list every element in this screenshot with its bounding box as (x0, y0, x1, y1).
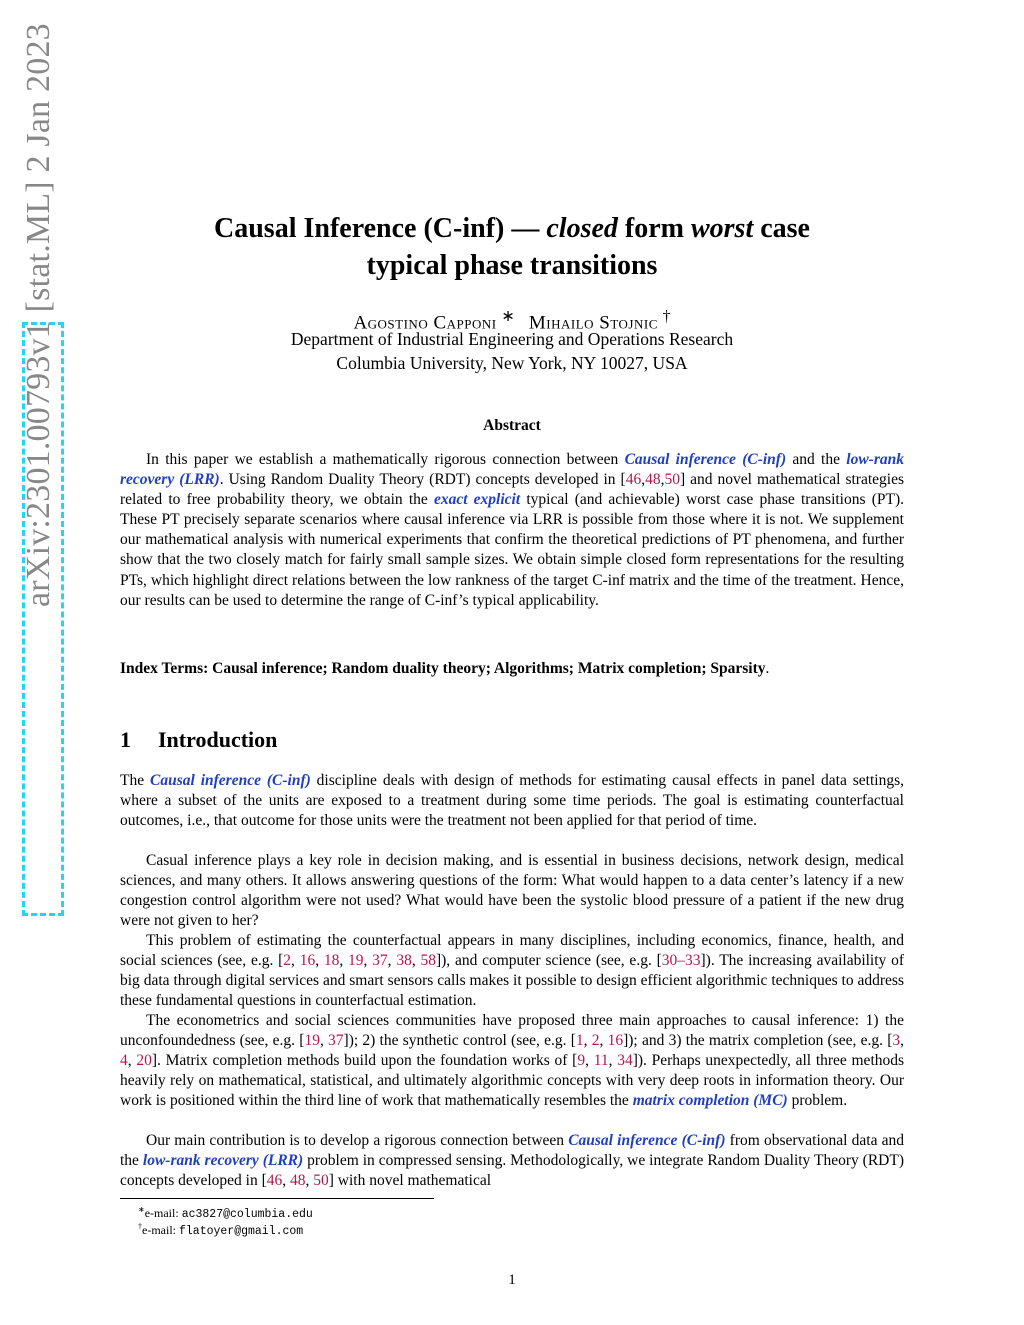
intro-paragraph-1: The Causal inference (C-inf) discipline deals with design of methods for estimating causal effects in panel data settings, where a subset of the units are exposed to a treatment during some time periods. The goal is estimating counterfactual outcomes, i.e., that outcome for those units were the treatment not been applied for that period of time. (120, 772, 904, 830)
citation-link[interactable]: 50 (313, 1172, 329, 1190)
abstract-body: In this paper we establish a mathematically rigorous connection between Causal inference (C-inf) and the low-rank recovery (LRR). Using Random Duality Theory (RDT) concepts developed in [46,48,50] and novel mathematical strategies related to free probability theory, we obtain the exact explicit typical (and achievable) worst case phase transitions (PT). These PT precisely separate scenarios where causal inference via LRR is possible from those where it is not. We supplement our mathematical analysis with numerical experiments that confirm the theoretical predictions of PT phenomena, and further show that the two closely match for fairly small sample sizes. We obtain simple closed form representations for the resulting PTs, which highlight direct relations between the low rankness of the target C-inf matrix and the time of the treatment. Hence, our results can be used to determine the range of C-inf’s typical applicability. (120, 451, 905, 609)
citation-link[interactable]: 50 (664, 471, 680, 489)
link-matrix-completion[interactable]: matrix completion (MC) (632, 1092, 788, 1110)
citation-link[interactable]: 2 (591, 1032, 600, 1050)
author-name: Mihailo Stojnic (528, 312, 658, 334)
citation-link[interactable]: 11 (593, 1052, 609, 1070)
citation-link[interactable]: 20 (136, 1052, 152, 1070)
citation-link[interactable]: 30–33 (661, 952, 701, 970)
link-exact-explicit[interactable]: exact explicit (433, 491, 521, 509)
link-causal-inference[interactable]: Causal inference (C-inf) (150, 772, 311, 789)
intro-paragraph-5: Our main contribution is to develop a rigorous connection between Causal inference (C-inf) from observational data and the low-rank recovery (LRR) problem in compressed sensing. Methodologically, we integrate Random Duality Theory (RDT) concepts developed in [46, 48, 50] with novel mathematical (120, 1132, 904, 1190)
affiliation-department: Department of Industrial Engineering and Operations Research (290, 329, 734, 349)
citation-link[interactable]: 46 (625, 471, 642, 489)
link-causal-inference[interactable]: Causal inference (C-inf) (568, 1132, 726, 1149)
citation-link[interactable]: 48 (290, 1172, 306, 1190)
abstract-heading: Abstract (483, 417, 541, 434)
author-mark: ∗ (501, 308, 515, 325)
citation-link[interactable]: 37 (372, 952, 388, 970)
footnote-1: ∗e-mail: ac3827@columbia.edu (138, 1205, 313, 1221)
email-address: flatoyer@gmail.com (178, 1225, 304, 1238)
citation-link[interactable]: 34 (617, 1052, 633, 1070)
section-heading-introduction: 1 Introduction (120, 727, 278, 752)
email-address: ac3827@columbia.edu (181, 1208, 313, 1221)
intro-paragraph-3: This problem of estimating the counterfactual appears in many disciplines, including economics, finance, health, and social sciences (see, e.g. [2, 16, 18, 19, 37, 38, 58]), and computer science (see, e.g. [30–33]). The increasing availability of big data through digital services and smart sensors calls makes it possible to design efficient algorithmic techniques to address these fundamental questions in counterfactual estimation. (120, 932, 904, 1010)
citation-link[interactable]: 1 (575, 1032, 584, 1050)
link-low-rank-recovery[interactable]: low-rank recovery (LRR) (142, 1152, 304, 1170)
citation-link[interactable]: 16 (299, 952, 316, 970)
footnote-2: †e-mail: flatoyer@gmail.com (138, 1222, 304, 1238)
affiliation-university: Columbia University, New York, NY 10027, USA (336, 353, 688, 373)
citation-link[interactable]: 46 (266, 1172, 283, 1190)
citation-link[interactable]: 19 (348, 952, 364, 970)
footnote-rule (120, 1198, 434, 1199)
citation-link[interactable]: 2 (283, 952, 292, 970)
link-low-rank-recovery[interactable]: low-rank recovery (LRR) (120, 451, 904, 489)
citation-link[interactable]: 16 (607, 1032, 624, 1050)
citation-link[interactable]: 3 (892, 1032, 901, 1050)
link-causal-inference[interactable]: Causal inference (C-inf) (624, 451, 787, 468)
intro-paragraph-2: Casual inference plays a key role in decision making, and is essential in business decisions, network design, medical sciences, and many others. It allows answering questions of the form: What would happen to a data center’s latency if a new congestion control algorithm were not used? What would have been the systolic blood pressure of a patient if the new drug were not given to her? (120, 852, 904, 930)
citation-link[interactable]: 19 (304, 1032, 320, 1050)
citation-link[interactable]: 58 (420, 952, 436, 970)
author-name: Agostino Capponi (353, 312, 497, 334)
citation-link[interactable]: 38 (396, 952, 412, 970)
citation-link[interactable]: 9 (577, 1052, 586, 1070)
intro-paragraph-4: The econometrics and social sciences communities have proposed three main approaches to causal inference: 1) the unconfoundedness (see, e.g. [19, 37]); 2) the synthetic control (see, e.g. [1, 2, 16]); and 3) the matrix completion (see, e.g. [3, 4, 20]. Matrix completion methods build upon the foundation works of [9, 11, 34]). Perhaps unexpectedly, all three methods heavily rely on mathematical, statistical, and ultimately algorithmic concepts with very deep roots in information theory. Our work is positioned within the third line of work that mathematically resembles the matrix completion (MC) problem. (120, 1012, 905, 1110)
index-terms: Index Terms: Causal inference; Random duality theory; Algorithms; Matrix completion; Sparsity. (120, 660, 770, 677)
page-number: 1 (508, 1272, 516, 1288)
citation-link[interactable]: 37 (328, 1032, 344, 1050)
citation-link[interactable]: 4 (120, 1052, 128, 1070)
paper-title: Causal Inference (C-inf) — closed form worst case typical phase transitions (214, 213, 810, 281)
author-mark: † (662, 308, 671, 325)
citation-link[interactable]: 48 (645, 471, 661, 489)
citation-link[interactable]: 18 (323, 952, 340, 970)
arxiv-identifier[interactable]: arXiv:2301.00793v1 [stat.ML] 2 Jan 2023 (20, 23, 57, 607)
